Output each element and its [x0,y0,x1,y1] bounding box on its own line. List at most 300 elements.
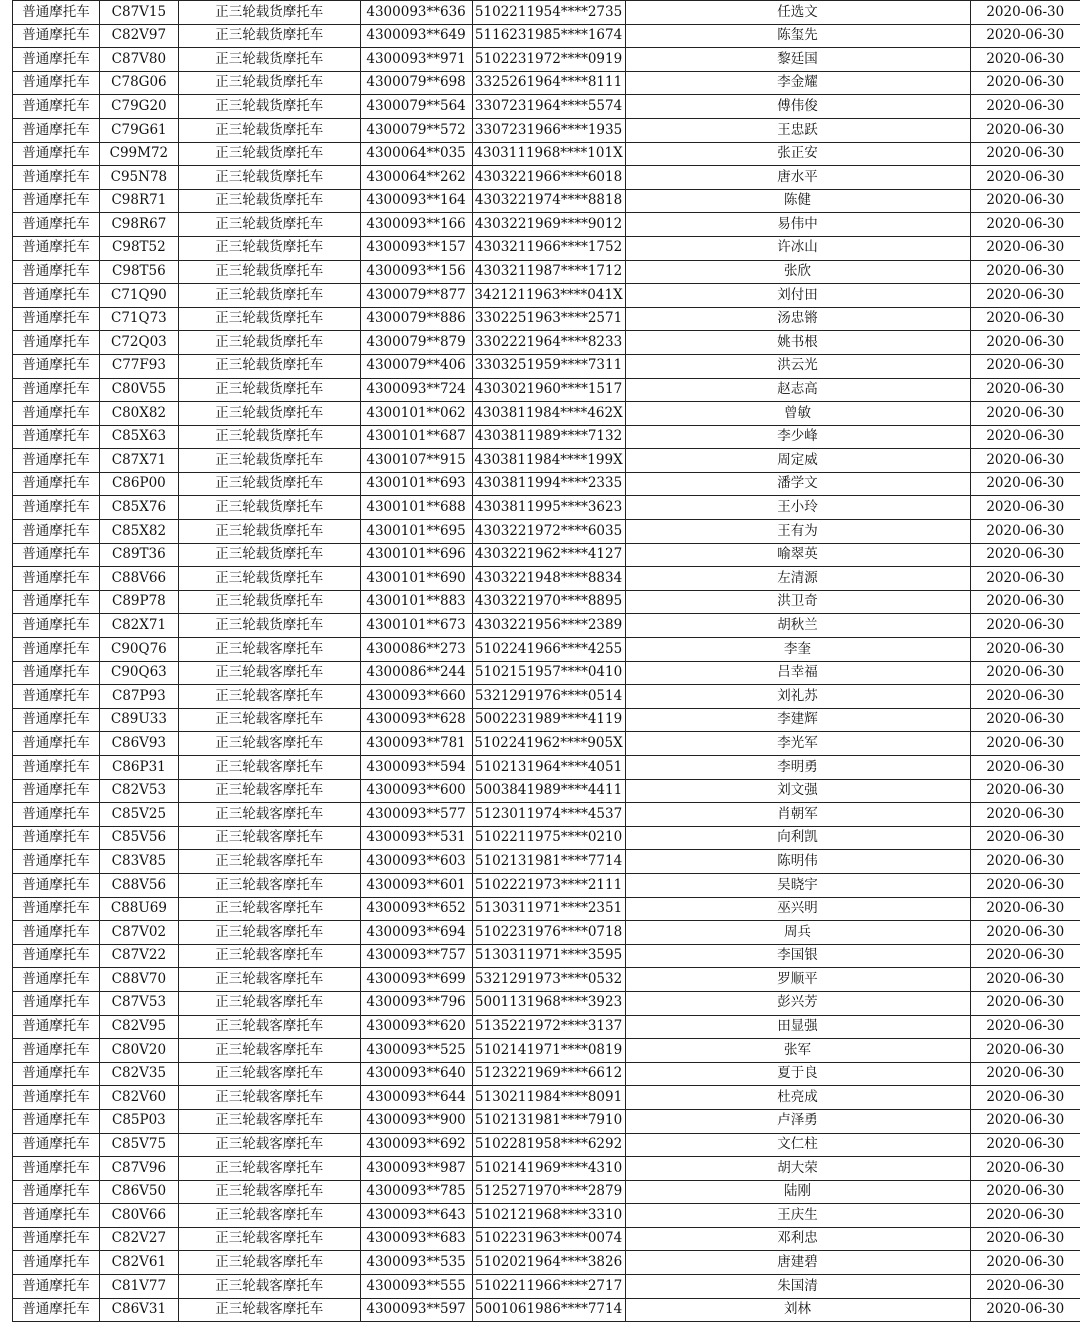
vehicle-type-cell: 正三轮载货摩托车 [178,24,360,48]
record-number-cell: 4300093**636 [360,1,472,25]
id-number-cell: 5130311971****2351 [472,897,625,921]
vehicle-type-cell: 正三轮载客摩托车 [178,850,360,874]
owner-name-cell: 张正安 [625,142,970,166]
plate-number-cell: C82V53 [99,779,178,803]
date-cell: 2020-06-30 [970,1,1080,25]
vehicle-class-cell: 普通摩托车 [13,1180,100,1204]
table-row [13,1204,1080,1228]
vehicle-class-cell: 普通摩托车 [13,685,100,709]
vehicle-class-cell: 普通摩托车 [13,284,100,308]
plate-number-cell: C82V35 [99,1062,178,1086]
date-cell: 2020-06-30 [970,614,1080,638]
id-number-cell: 4303221970****8895 [472,590,625,614]
vehicle-class-cell: 普通摩托车 [13,95,100,119]
owner-name-cell: 李金耀 [625,71,970,95]
vehicle-type-cell: 正三轮载货摩托车 [178,590,360,614]
table-row [13,921,1080,945]
vehicle-type-cell: 正三轮载货摩托车 [178,520,360,544]
id-number-cell: 3307231964****5574 [472,95,625,119]
id-number-cell: 5102131981****7910 [472,1109,625,1133]
vehicle-class-cell: 普通摩托车 [13,850,100,874]
plate-number-cell: C82V95 [99,1015,178,1039]
record-number-cell: 4300093**600 [360,779,472,803]
table-row [13,425,1080,449]
vehicle-class-cell: 普通摩托车 [13,71,100,95]
table-row [13,520,1080,544]
table-row [13,71,1080,95]
id-number-cell: 5102021964****3826 [472,1251,625,1275]
plate-number-cell: C86P00 [99,472,178,496]
record-number-cell: 4300093**971 [360,48,472,72]
vehicle-type-cell: 正三轮载客摩托车 [178,803,360,827]
record-number-cell: 4300093**781 [360,732,472,756]
id-number-cell: 4303111968****101X [472,142,625,166]
vehicle-type-cell: 正三轮载客摩托车 [178,873,360,897]
table-row [13,944,1080,968]
record-number-cell: 4300093**987 [360,1157,472,1181]
record-number-cell: 4300064**035 [360,142,472,166]
vehicle-class-cell: 普通摩托车 [13,260,100,284]
vehicle-class-cell: 普通摩托车 [13,567,100,591]
vehicle-class-cell: 普通摩托车 [13,449,100,473]
owner-name-cell: 卢泽勇 [625,1109,970,1133]
table-row [13,260,1080,284]
vehicle-class-cell: 普通摩托车 [13,1275,100,1299]
table-row [13,732,1080,756]
date-cell: 2020-06-30 [970,873,1080,897]
vehicle-type-cell: 正三轮载客摩托车 [178,991,360,1015]
date-cell: 2020-06-30 [970,1157,1080,1181]
record-number-cell: 4300093**555 [360,1275,472,1299]
table-row [13,968,1080,992]
vehicle-class-cell: 普通摩托车 [13,968,100,992]
id-number-cell: 4303021960****1517 [472,378,625,402]
vehicle-type-cell: 正三轮载客摩托车 [178,826,360,850]
table-row [13,24,1080,48]
date-cell: 2020-06-30 [970,520,1080,544]
plate-number-cell: C89U33 [99,708,178,732]
table-row [13,873,1080,897]
id-number-cell: 5321291973****0532 [472,968,625,992]
plate-number-cell: C98R71 [99,189,178,213]
vehicle-class-cell: 普通摩托车 [13,24,100,48]
date-cell: 2020-06-30 [970,543,1080,567]
id-number-cell: 3325261964****8111 [472,71,625,95]
vehicle-class-cell: 普通摩托车 [13,378,100,402]
id-number-cell: 5116231985****1674 [472,24,625,48]
vehicle-type-cell: 正三轮载货摩托车 [178,354,360,378]
record-number-cell: 4300101**695 [360,520,472,544]
plate-number-cell: C77F93 [99,354,178,378]
date-cell: 2020-06-30 [970,1298,1080,1322]
plate-number-cell: C79G61 [99,118,178,142]
date-cell: 2020-06-30 [970,496,1080,520]
table-row [13,897,1080,921]
id-number-cell: 5102231976****0718 [472,921,625,945]
id-number-cell: 5003841989****4411 [472,779,625,803]
id-number-cell: 5102131964****4051 [472,756,625,780]
plate-number-cell: C88V66 [99,567,178,591]
owner-name-cell: 唐水平 [625,166,970,190]
table-row [13,1039,1080,1063]
vehicle-class-cell: 普通摩托车 [13,331,100,355]
owner-name-cell: 刘林 [625,1298,970,1322]
vehicle-class-cell: 普通摩托车 [13,543,100,567]
id-number-cell: 5102231972****0919 [472,48,625,72]
record-number-cell: 4300093**535 [360,1251,472,1275]
vehicle-class-cell: 普通摩托车 [13,425,100,449]
plate-number-cell: C82V27 [99,1227,178,1251]
table-row [13,1133,1080,1157]
date-cell: 2020-06-30 [970,378,1080,402]
date-cell: 2020-06-30 [970,71,1080,95]
vehicle-class-cell: 普通摩托车 [13,1039,100,1063]
record-number-cell: 4300086**273 [360,638,472,662]
owner-name-cell: 洪云光 [625,354,970,378]
table-row [13,354,1080,378]
owner-name-cell: 任选文 [625,1,970,25]
record-number-cell: 4300086**244 [360,661,472,685]
record-number-cell: 4300093**603 [360,850,472,874]
record-number-cell: 4300093**649 [360,24,472,48]
date-cell: 2020-06-30 [970,685,1080,709]
record-number-cell: 4300093**531 [360,826,472,850]
plate-number-cell: C85P03 [99,1109,178,1133]
owner-name-cell: 吴晓宇 [625,873,970,897]
vehicle-type-cell: 正三轮载货摩托车 [178,1,360,25]
table-row [13,48,1080,72]
id-number-cell: 5102221973****2111 [472,873,625,897]
plate-number-cell: C87X71 [99,449,178,473]
vehicle-class-cell: 普通摩托车 [13,166,100,190]
table-row [13,1180,1080,1204]
table-row [13,1062,1080,1086]
vehicle-type-cell: 正三轮载客摩托车 [178,661,360,685]
vehicle-type-cell: 正三轮载客摩托车 [178,732,360,756]
table-row [13,803,1080,827]
owner-name-cell: 刘礼苏 [625,685,970,709]
vehicle-class-cell: 普通摩托车 [13,1,100,25]
vehicle-class-cell: 普通摩托车 [13,1086,100,1110]
vehicle-class-cell: 普通摩托车 [13,1251,100,1275]
table-row [13,1157,1080,1181]
record-number-cell: 4300093**692 [360,1133,472,1157]
date-cell: 2020-06-30 [970,284,1080,308]
vehicle-type-cell: 正三轮载客摩托车 [178,1275,360,1299]
vehicle-class-cell: 普通摩托车 [13,354,100,378]
vehicle-type-cell: 正三轮载客摩托车 [178,1039,360,1063]
record-number-cell: 4300093**644 [360,1086,472,1110]
table-row [13,496,1080,520]
date-cell: 2020-06-30 [970,1204,1080,1228]
vehicle-class-cell: 普通摩托车 [13,402,100,426]
plate-number-cell: C80V66 [99,1204,178,1228]
record-number-cell: 4300093**796 [360,991,472,1015]
table-row [13,567,1080,591]
vehicle-class-cell: 普通摩托车 [13,590,100,614]
id-number-cell: 5001131968****3923 [472,991,625,1015]
table-row [13,142,1080,166]
record-table [12,0,1080,1322]
record-number-cell: 4300093**694 [360,921,472,945]
vehicle-class-cell: 普通摩托车 [13,756,100,780]
plate-number-cell: C86P31 [99,756,178,780]
owner-name-cell: 汤忠锵 [625,307,970,331]
record-number-cell: 4300093**157 [360,236,472,260]
record-number-cell: 4300101**693 [360,472,472,496]
plate-number-cell: C87V53 [99,991,178,1015]
date-cell: 2020-06-30 [970,1180,1080,1204]
date-cell: 2020-06-30 [970,260,1080,284]
vehicle-class-cell: 普通摩托车 [13,142,100,166]
plate-number-cell: C88V56 [99,873,178,897]
id-number-cell: 5130311971****3595 [472,944,625,968]
vehicle-class-cell: 普通摩托车 [13,991,100,1015]
plate-number-cell: C86V31 [99,1298,178,1322]
table-row [13,213,1080,237]
vehicle-class-cell: 普通摩托车 [13,307,100,331]
id-number-cell: 3302221964****8233 [472,331,625,355]
vehicle-type-cell: 正三轮载货摩托车 [178,402,360,426]
owner-name-cell: 李奎 [625,638,970,662]
date-cell: 2020-06-30 [970,991,1080,1015]
vehicle-type-cell: 正三轮载货摩托车 [178,142,360,166]
date-cell: 2020-06-30 [970,402,1080,426]
id-number-cell: 5321291976****0514 [472,685,625,709]
owner-name-cell: 李建辉 [625,708,970,732]
date-cell: 2020-06-30 [970,661,1080,685]
record-number-cell: 4300093**724 [360,378,472,402]
plate-number-cell: C86V93 [99,732,178,756]
vehicle-type-cell: 正三轮载客摩托车 [178,1180,360,1204]
id-number-cell: 5102151957****0410 [472,661,625,685]
vehicle-class-cell: 普通摩托车 [13,496,100,520]
date-cell: 2020-06-30 [970,803,1080,827]
vehicle-class-cell: 普通摩托车 [13,614,100,638]
record-number-cell: 4300093**683 [360,1227,472,1251]
vehicle-class-cell: 普通摩托车 [13,1015,100,1039]
table-row [13,307,1080,331]
date-cell: 2020-06-30 [970,826,1080,850]
plate-number-cell: C98T52 [99,236,178,260]
table-row [13,638,1080,662]
table-row [13,95,1080,119]
date-cell: 2020-06-30 [970,95,1080,119]
owner-name-cell: 罗顺平 [625,968,970,992]
vehicle-type-cell: 正三轮载客摩托车 [178,1086,360,1110]
vehicle-type-cell: 正三轮载货摩托车 [178,472,360,496]
record-number-cell: 4300107**915 [360,449,472,473]
date-cell: 2020-06-30 [970,307,1080,331]
plate-number-cell: C87V22 [99,944,178,968]
vehicle-type-cell: 正三轮载货摩托车 [178,95,360,119]
plate-number-cell: C85X82 [99,520,178,544]
vehicle-class-cell: 普通摩托车 [13,921,100,945]
date-cell: 2020-06-30 [970,944,1080,968]
record-number-cell: 4300101**687 [360,425,472,449]
owner-name-cell: 易伟中 [625,213,970,237]
vehicle-class-cell: 普通摩托车 [13,897,100,921]
id-number-cell: 4303221966****6018 [472,166,625,190]
date-cell: 2020-06-30 [970,590,1080,614]
date-cell: 2020-06-30 [970,1109,1080,1133]
vehicle-type-cell: 正三轮载客摩托车 [178,1133,360,1157]
vehicle-type-cell: 正三轮载货摩托车 [178,118,360,142]
record-number-cell: 4300093**166 [360,213,472,237]
owner-name-cell: 曾敏 [625,402,970,426]
plate-number-cell: C88U69 [99,897,178,921]
id-number-cell: 4303211966****1752 [472,236,625,260]
table-row [13,614,1080,638]
owner-name-cell: 王庆生 [625,1204,970,1228]
table-row [13,118,1080,142]
table-row [13,756,1080,780]
owner-name-cell: 王小玲 [625,496,970,520]
id-number-cell: 5123011974****4537 [472,803,625,827]
vehicle-type-cell: 正三轮载货摩托车 [178,71,360,95]
owner-name-cell: 左清源 [625,567,970,591]
vehicle-class-cell: 普通摩托车 [13,520,100,544]
vehicle-type-cell: 正三轮载客摩托车 [178,1204,360,1228]
date-cell: 2020-06-30 [970,1133,1080,1157]
id-number-cell: 5130211984****8091 [472,1086,625,1110]
id-number-cell: 3307231966****1935 [472,118,625,142]
id-number-cell: 5102211966****2717 [472,1275,625,1299]
date-cell: 2020-06-30 [970,472,1080,496]
record-number-cell: 4300093**594 [360,756,472,780]
plate-number-cell: C79G20 [99,95,178,119]
id-number-cell: 4303221969****9012 [472,213,625,237]
vehicle-type-cell: 正三轮载客摩托车 [178,921,360,945]
plate-number-cell: C87V96 [99,1157,178,1181]
plate-number-cell: C87V15 [99,1,178,25]
date-cell: 2020-06-30 [970,708,1080,732]
owner-name-cell: 向利凯 [625,826,970,850]
vehicle-class-cell: 普通摩托车 [13,213,100,237]
table-body [13,1,1080,1322]
vehicle-class-cell: 普通摩托车 [13,779,100,803]
plate-number-cell: C89T36 [99,543,178,567]
date-cell: 2020-06-30 [970,449,1080,473]
record-number-cell: 4300093**597 [360,1298,472,1322]
vehicle-type-cell: 正三轮载客摩托车 [178,1015,360,1039]
vehicle-type-cell: 正三轮载货摩托车 [178,331,360,355]
table-row [13,1015,1080,1039]
date-cell: 2020-06-30 [970,142,1080,166]
id-number-cell: 4303811984****199X [472,449,625,473]
date-cell: 2020-06-30 [970,638,1080,662]
vehicle-class-cell: 普通摩托车 [13,118,100,142]
owner-name-cell: 肖朝军 [625,803,970,827]
vehicle-class-cell: 普通摩托车 [13,1204,100,1228]
record-number-cell: 4300093**640 [360,1062,472,1086]
owner-name-cell: 李明勇 [625,756,970,780]
table-row [13,449,1080,473]
record-number-cell: 4300093**900 [360,1109,472,1133]
record-number-cell: 4300079**879 [360,331,472,355]
plate-number-cell: C87V02 [99,921,178,945]
table-row [13,708,1080,732]
id-number-cell: 5102141969****4310 [472,1157,625,1181]
owner-name-cell: 陈明伟 [625,850,970,874]
owner-name-cell: 胡大荣 [625,1157,970,1181]
table-row [13,402,1080,426]
date-cell: 2020-06-30 [970,1086,1080,1110]
plate-number-cell: C87P93 [99,685,178,709]
id-number-cell: 4303221972****6035 [472,520,625,544]
date-cell: 2020-06-30 [970,166,1080,190]
vehicle-type-cell: 正三轮载货摩托车 [178,543,360,567]
plate-number-cell: C78G06 [99,71,178,95]
date-cell: 2020-06-30 [970,331,1080,355]
vehicle-type-cell: 正三轮载货摩托车 [178,236,360,260]
owner-name-cell: 邓利忠 [625,1227,970,1251]
record-number-cell: 4300093**652 [360,897,472,921]
date-cell: 2020-06-30 [970,24,1080,48]
vehicle-type-cell: 正三轮载货摩托车 [178,307,360,331]
table-row [13,1,1080,25]
owner-name-cell: 陈健 [625,189,970,213]
id-number-cell: 5102211975****0210 [472,826,625,850]
table-row [13,685,1080,709]
plate-number-cell: C95N78 [99,166,178,190]
id-number-cell: 5102241962****905X [472,732,625,756]
plate-number-cell: C72Q03 [99,331,178,355]
id-number-cell: 4303811995****3623 [472,496,625,520]
record-number-cell: 4300101**696 [360,543,472,567]
table-row [13,826,1080,850]
owner-name-cell: 李光军 [625,732,970,756]
vehicle-type-cell: 正三轮载客摩托车 [178,1109,360,1133]
plate-number-cell: C87V80 [99,48,178,72]
vehicle-class-cell: 普通摩托车 [13,803,100,827]
record-number-cell: 4300093**785 [360,1180,472,1204]
table-row [13,166,1080,190]
owner-name-cell: 赵志高 [625,378,970,402]
plate-number-cell: C98R67 [99,213,178,237]
owner-name-cell: 陈玺先 [625,24,970,48]
date-cell: 2020-06-30 [970,1251,1080,1275]
vehicle-type-cell: 正三轮载客摩托车 [178,1298,360,1322]
id-number-cell: 5102231963****0074 [472,1227,625,1251]
id-number-cell: 5001061986****7714 [472,1298,625,1322]
date-cell: 2020-06-30 [970,732,1080,756]
id-number-cell: 4303811994****2335 [472,472,625,496]
owner-name-cell: 潘学文 [625,472,970,496]
vehicle-type-cell: 正三轮载客摩托车 [178,1227,360,1251]
vehicle-class-cell: 普通摩托车 [13,638,100,662]
date-cell: 2020-06-30 [970,779,1080,803]
owner-name-cell: 周定威 [625,449,970,473]
table-row [13,1227,1080,1251]
id-number-cell: 3421211963****041X [472,284,625,308]
vehicle-class-cell: 普通摩托车 [13,944,100,968]
id-number-cell: 4303221956****2389 [472,614,625,638]
vehicle-type-cell: 正三轮载货摩托车 [178,284,360,308]
table-row [13,189,1080,213]
vehicle-class-cell: 普通摩托车 [13,826,100,850]
owner-name-cell: 黎廷国 [625,48,970,72]
vehicle-type-cell: 正三轮载客摩托车 [178,1062,360,1086]
id-number-cell: 5102241966****4255 [472,638,625,662]
plate-number-cell: C89P78 [99,590,178,614]
date-cell: 2020-06-30 [970,1227,1080,1251]
vehicle-class-cell: 普通摩托车 [13,732,100,756]
vehicle-type-cell: 正三轮载客摩托车 [178,1251,360,1275]
date-cell: 2020-06-30 [970,354,1080,378]
vehicle-type-cell: 正三轮载货摩托车 [178,567,360,591]
vehicle-class-cell: 普通摩托车 [13,472,100,496]
